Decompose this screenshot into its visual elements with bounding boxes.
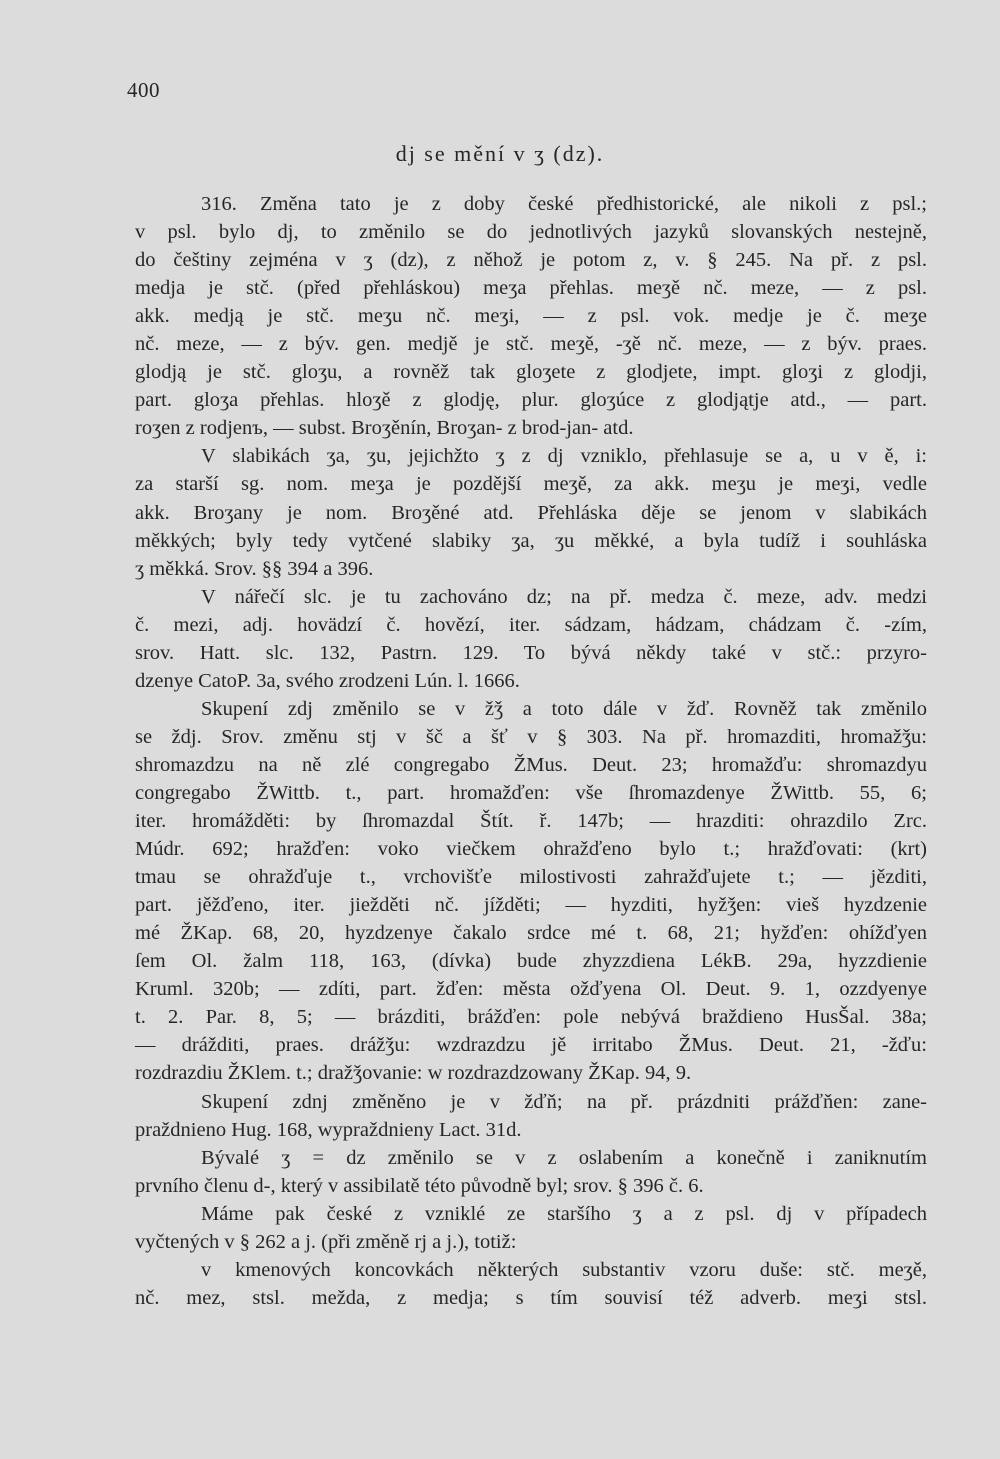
text-line: Múdr. 692; hražďen: voko viečkem ohražďeno bylo t.; hražďovati: (krt): [135, 838, 927, 861]
text-line: iter. hromážděti: by ſhromazdal Štít. ř. 147b; — hrazditi: ohrazdilo Zrc.: [135, 810, 927, 833]
text-line: rozdrazdiu ŽKlem. t.; dražǯovanie: w rozdrazdzowany ŽKap. 94, 9.: [135, 1062, 692, 1085]
text-line: praždnieno Hug. 168, wypraždnieny Lact. 31d.: [135, 1118, 522, 1141]
text-line: do češtiny zejména v ʒ (dz), z něhož je potom z, v. § 245. Na př. z psl.: [135, 249, 927, 272]
text-line: za starší sg. nom. meʒa je pozdější meʒě, za akk. meʒu je meʒi, vedle: [135, 473, 927, 496]
text-line: part. jěžďeno, iter. jiežděti nč. jížděti; — hyzditi, hyžǯen: vieš hyzdzenie: [135, 894, 927, 917]
text-line: Skupení zdnj změněno je v žďň; na př. prázdniti prážďňen: zane-: [201, 1090, 927, 1113]
text-line: — drážditi, praes. drážǯu: wzdrazdzu jě irritabo ŽMus. Deut. 21, -žďu:: [135, 1034, 927, 1057]
text-line: se ždj. Srov. změnu stj v šč a šť v § 303. Na př. hromazditi, hromažǯu:: [135, 725, 927, 748]
text-line: part. gloʒa přehlas. hloʒě z glodję, plur. gloʒúce z glodjątje atd., — part.: [135, 389, 927, 412]
body-text: [135, 190, 927, 1312]
text-line: prvního členu d-, který v assibilatě této původně byl; srov. § 396 č. 6.: [135, 1174, 704, 1197]
text-line: tmau se ohražďuje t., vrchovišťe milostivosti zahražďujete t.; — jězditi,: [135, 866, 927, 889]
text-line: shromazdzu na ně zlé congregabo ŽMus. Deut. 23; hromažďu: shromazdyu: [135, 753, 927, 776]
text-line: roʒen z rodjenъ, — subst. Broʒěnín, Broʒan- z brod-jan- atd.: [135, 417, 634, 440]
text-line: Bývalé ʒ = dz změnilo se v z oslabením a konečně i zaniknutím: [201, 1146, 927, 1169]
text-line: dzenye CatoP. 3a, svého zrodzeni Lún. l. 1666.: [135, 669, 520, 692]
section-heading: dj se mění v ʒ (dz).: [395, 141, 605, 166]
text-line: V slabikách ʒa, ʒu, jejichžto ʒ z dj vzniklo, přehlasuje se a, u v ě, i:: [201, 445, 927, 468]
text-line: srov. Hatt. slc. 132, Pastrn. 129. To bývá někdy také v stč.: przyro-: [135, 641, 927, 664]
text-line: nč. mez, stsl. mežda, z medja; s tím souvisí též adverb. meʒi stsl.: [135, 1286, 927, 1309]
text-line: congregabo ŽWittb. t., part. hromažďen: vše ſhromazdenye ŽWittb. 55, 6;: [135, 781, 927, 804]
text-line: V nářečí slc. je tu zachováno dz; na př. medza č. meze, adv. medzi: [201, 585, 927, 608]
text-line: č. mezi, adj. hovädzí č. hovězí, iter. sádzam, hádzam, chádzam č. -zím,: [135, 613, 927, 636]
text-line: mé ŽKap. 68, 20, hyzdzenye čakalo srdce mé t. 68, 21; hyžďen: ohížďyen: [135, 922, 927, 945]
text-line: Kruml. 320b; — zdíti, part. žďen: města ožďyena Ol. Deut. 9. 1, ozzdyenye: [135, 978, 927, 1001]
text-line: měkkých; byly tedy vytčené slabiky ʒa, ʒu měkké, a byla tudíž i souhláska: [135, 529, 927, 552]
text-line: Skupení zdj změnilo se v žǯ a toto dále v žď. Rovněž tak změnilo: [201, 697, 927, 720]
text-line: medja je stč. (před přehláskou) meʒa přehlas. meʒě nč. meze, — z psl.: [135, 277, 927, 300]
text-line: v kmenových koncovkách některých substantiv vzoru duše: stč. meʒě,: [201, 1258, 927, 1281]
text-line: v psl. bylo dj, to změnilo se do jednotlivých jazyků slovanských nestejně,: [135, 221, 927, 244]
text-line: nč. meze, — z býv. gen. medjě je stč. meʒě, -ʒě nč. meze, — z býv. praes.: [135, 333, 927, 356]
text-line: vyčtených v § 262 a j. (při změně rj a j.), totiž:: [135, 1230, 517, 1253]
text-line: t. 2. Par. 8, 5; — brázditi, brážďen: pole nebývá braždieno HusŠal. 38a;: [135, 1006, 927, 1029]
text-line: akk. medją je stč. meʒu nč. meʒi, — z psl. vok. medje je č. meʒe: [135, 305, 927, 328]
text-line: akk. Broʒany je nom. Broʒěné atd. Přehláska děje se jenom v slabikách: [135, 501, 927, 524]
text-line: 316. Změna tato je z doby české předhistorické, ale nikoli z psl.;: [201, 193, 927, 215]
text-line: glodją je stč. gloʒu, a rovněž tak gloʒete z glodjete, impt. gloʒi z glodji,: [135, 361, 927, 384]
page-number: 400: [127, 78, 160, 102]
text-line: Máme pak české z vzniklé ze staršího ʒ a z psl. dj v případech: [201, 1202, 927, 1225]
text-line: ſem Ol. žalm 118, 163, (dívka) bude zhyzzdiena LékB. 29a, hyzzdienie: [135, 950, 927, 973]
text-line: ʒ měkká. Srov. §§ 394 a 396.: [135, 557, 374, 580]
